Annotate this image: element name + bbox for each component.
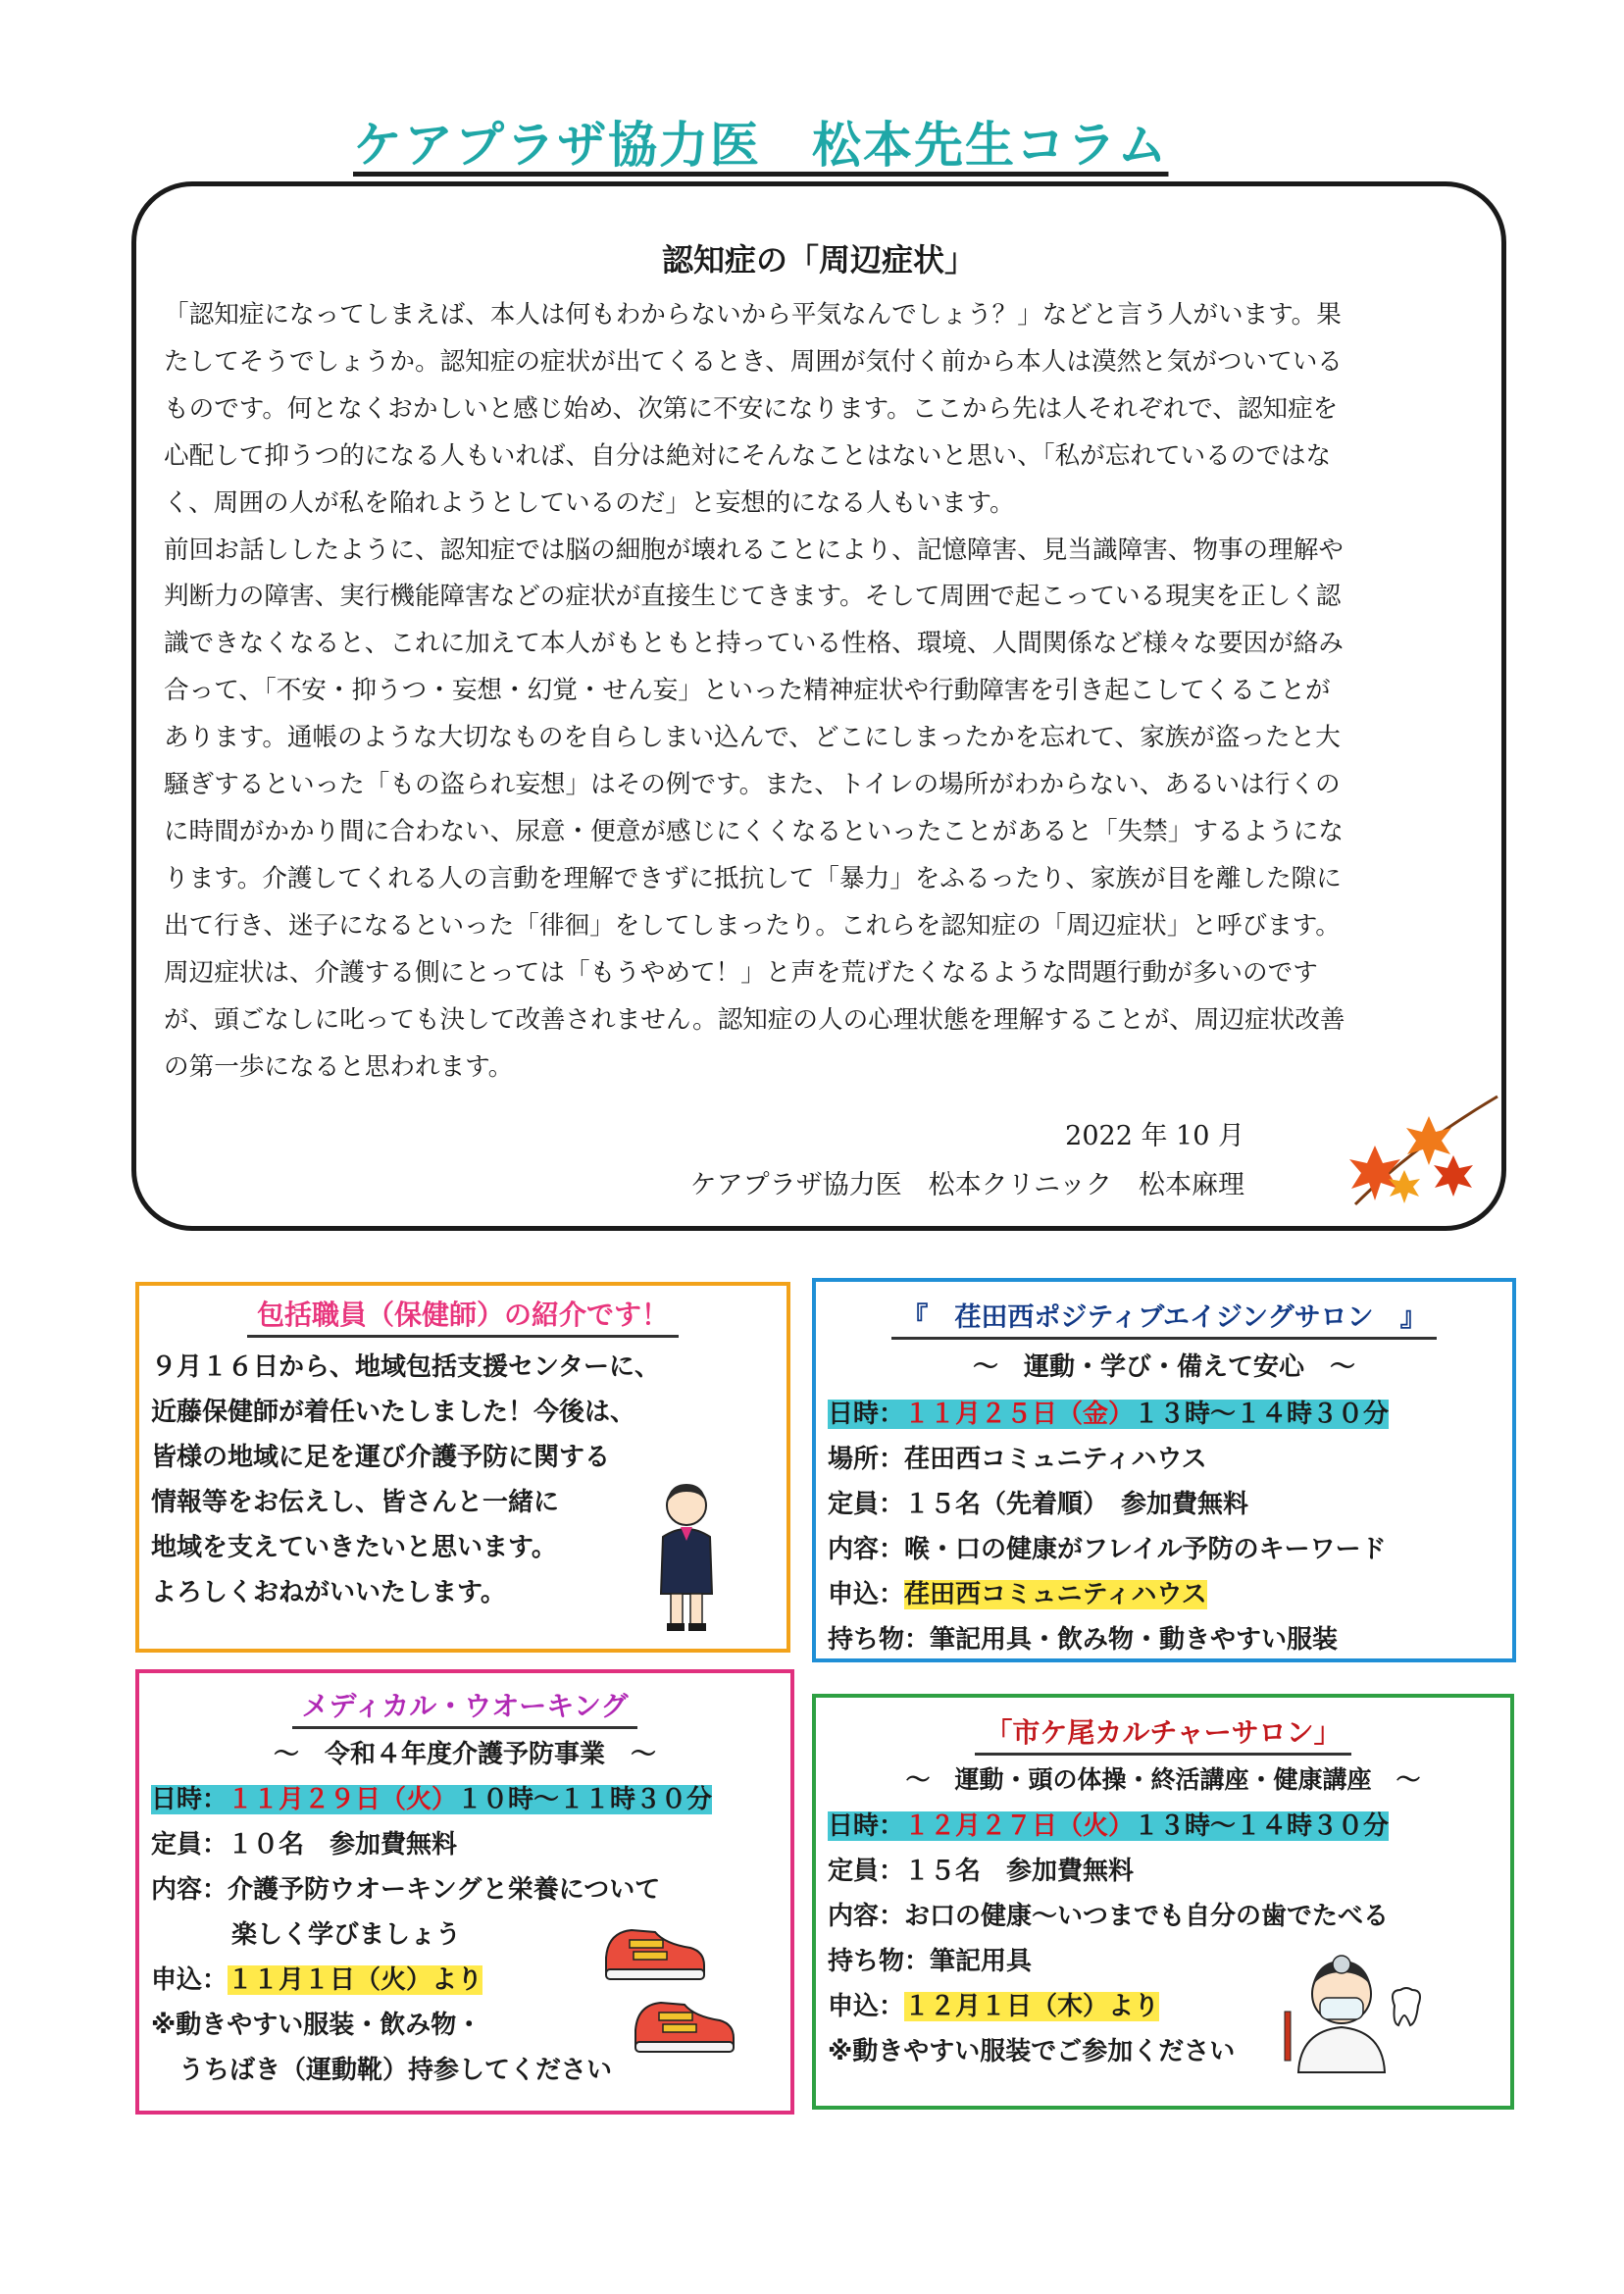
column-line: あります。通帳のような大切なものを自らしまい込んで、どこにしまったかを忘れて、家族が盗ったと大 xyxy=(164,723,1341,753)
staff-intro-text xyxy=(151,1345,660,1615)
culture-note: ※動きやすい服装でご参加ください xyxy=(828,2037,1236,2066)
column-line: 合って、「不安・抑うつ・妄想・幻覚・せん妄」といった精神症状や行動障害を引き起こしてくることが xyxy=(164,676,1331,706)
column-date: 2022 年 10 月 xyxy=(1065,1121,1244,1151)
salon-subtitle: ～ 運動・学び・備えて安心 ～ xyxy=(972,1352,1355,1382)
culture-capacity: 定員：１５名 参加費無料 xyxy=(828,1857,1135,1886)
salon-items: 持ち物：筆記用具・飲み物・動きやすい服装 xyxy=(828,1625,1339,1655)
culture-items: 持ち物：筆記用具 xyxy=(828,1947,1033,1976)
walking-apply-label: 申込： xyxy=(151,1965,228,1995)
walking-apply-value: １１月１日（火）より xyxy=(228,1965,483,1995)
column-body xyxy=(164,292,1478,1091)
column-line: の第一歩になると思われます。 xyxy=(164,1051,514,1082)
column-line: ものです。何となくおかしいと感じ始め、次第に不安になります。ここから先は人それぞれで、認知症を xyxy=(164,393,1339,424)
walking-content-2: 楽しく学びましょう xyxy=(231,1920,462,1950)
page-title: ケアプラザ協力医 松本先生コラム xyxy=(353,117,1169,174)
culture-date-label: 日時： xyxy=(828,1811,905,1841)
culture-date-row xyxy=(828,1804,1389,1849)
staff-intro-title: 包括職員（保健師）の紹介です！ xyxy=(139,1294,787,1333)
salon-title: 『 荏田西ポジティブエイジングサロン 』 xyxy=(816,1296,1512,1334)
walking-time: １０時～１１時３０分 xyxy=(457,1785,713,1814)
maple-leaves-icon xyxy=(1336,1087,1502,1214)
column-signature: ケアプラザ協力医 松本クリニック 松本麻理 xyxy=(689,1170,1244,1200)
column-line: 前回お話ししたように、認知症では脳の細胞が壊れることにより、記憶障害、見当識障害、物事の理解や xyxy=(164,535,1344,565)
culture-content: 内容：お口の健康～いつまでも自分の歯でたべる xyxy=(828,1902,1390,1931)
column-box xyxy=(131,181,1506,1231)
column-line: 判断力の障害、実行機能障害などの症状が直接生じてきます。そして周囲で起こっている現実を正しく認 xyxy=(164,582,1342,612)
column-line: 周辺症状は、介護する側にとっては「もうやめて！」と声を荒げたくなるような問題行動が多いのです xyxy=(164,957,1318,988)
salon-apply-row xyxy=(828,1572,1389,1617)
column-line: が、頭ごなしに叱っても決して改善されません。認知症の人の心理状態を理解することが、周辺症状改善 xyxy=(164,1004,1345,1035)
walking-note-1: ※動きやすい服装・飲み物・ xyxy=(151,2011,482,2040)
medical-walking-card xyxy=(135,1669,794,2115)
salon-content: 内容：喉・口の健康がフレイル予防のキーワード xyxy=(828,1535,1387,1564)
column-line: 識できなくなると、これに加えて本人がもともと持っている性格、環境、人間関係など様々な要因が絡み xyxy=(164,629,1344,659)
salon-date: １１月２５日（金） xyxy=(904,1400,1135,1429)
column-line: く、周囲の人が私を陥れようとしているのだ」と妄想的になる人もいます。 xyxy=(164,487,1015,518)
salon-details xyxy=(828,1392,1389,1662)
culture-title: 「市ケ尾カルチャーサロン」 xyxy=(816,1711,1510,1751)
salon-apply-label: 申込： xyxy=(828,1580,905,1609)
column-line: 出て行き、迷子になるといった「徘徊」をしてしまったり。これらを認知症の「周辺症状」と呼びます。 xyxy=(164,910,1341,941)
walking-capacity: 定員：１０名 参加費無料 xyxy=(151,1830,458,1860)
column-line: 心配して抑うつ的になる人もいれば、自分は絶対にそんなことはないと思い、「私が忘れているのではな xyxy=(164,440,1332,471)
culture-subtitle: ～ 運動・頭の体操・終活講座・健康講座 ～ xyxy=(905,1765,1421,1794)
culture-apply-value: １２月１日（木）より xyxy=(904,1992,1160,2021)
column-heading: 認知症の「周辺症状」 xyxy=(661,241,976,279)
walking-date: １１月２９日（火） xyxy=(228,1785,458,1814)
salon-place: 場所：荏田西コミュニティハウス xyxy=(828,1445,1207,1474)
walking-title: メディカル・ウオーキング xyxy=(139,1685,790,1724)
culture-time: １３時～１４時３０分 xyxy=(1134,1811,1390,1841)
staff-intro-line: 地域を支えていきたいと思います。 xyxy=(151,1533,557,1562)
staff-intro-line: 皆様の地域に足を運び介護予防に関する xyxy=(151,1443,611,1472)
salon-apply-value: 荏田西コミュニティハウス xyxy=(904,1580,1207,1609)
salon-capacity: 定員：１５名（先着順） 参加費無料 xyxy=(828,1490,1249,1519)
dentist-illustration xyxy=(1279,1947,1426,2074)
walking-note-2: うちばき（運動靴）持参してください xyxy=(178,2056,613,2085)
column-line: に時間がかかり間に合わない、尿意・便意が感じにくくなるといったことがあると「失禁」するようにな xyxy=(164,816,1344,846)
walking-date-row xyxy=(151,1777,712,1822)
culture-apply-label: 申込： xyxy=(828,1992,905,2021)
sneakers-illustration xyxy=(596,1909,743,2065)
walking-date-label: 日時： xyxy=(151,1785,228,1814)
column-line: 「認知症になってしまえば、本人は何もわからないから平気なんでしょう？」などと言う人がいます。果 xyxy=(164,300,1342,330)
staff-intro-card xyxy=(135,1282,790,1653)
column-line: 騒ぎするといった「もの盗られ妄想」はその例です。また、トイレの場所がわからない、あるいは行くの xyxy=(164,770,1341,800)
staff-intro-line: 近藤保健師が着任いたしました！今後は、 xyxy=(151,1398,636,1427)
staff-woman-illustration xyxy=(647,1478,726,1635)
salon-date-label: 日時： xyxy=(828,1400,905,1429)
column-line: たしてそうでしょうか。認知症の症状が出てくるとき、周囲が気付く前から本人は漠然と気がついている xyxy=(164,346,1343,377)
staff-intro-line: よろしくおねがいいたします。 xyxy=(151,1578,506,1607)
staff-intro-line: ９月１６日から、地域包括支援センターに、 xyxy=(151,1352,660,1382)
walking-content: 内容：介護予防ウオーキングと栄養について xyxy=(151,1875,661,1905)
salon-time: １３時～１４時３０分 xyxy=(1134,1400,1390,1429)
culture-date: １２月２７日（火） xyxy=(904,1811,1135,1841)
walking-subtitle: ～ 令和４年度介護予防事業 ～ xyxy=(273,1740,656,1769)
salon-date-row xyxy=(828,1392,1389,1437)
column-line: ります。介護してくれる人の言動を理解できずに抵抗して「暴力」をふるったり、家族が目を離した隙に xyxy=(164,863,1342,893)
culture-salon-card xyxy=(812,1694,1514,2110)
staff-intro-line: 情報等をお伝えし、皆さんと一緒に xyxy=(151,1488,560,1517)
positive-aging-salon-card xyxy=(812,1278,1516,1662)
